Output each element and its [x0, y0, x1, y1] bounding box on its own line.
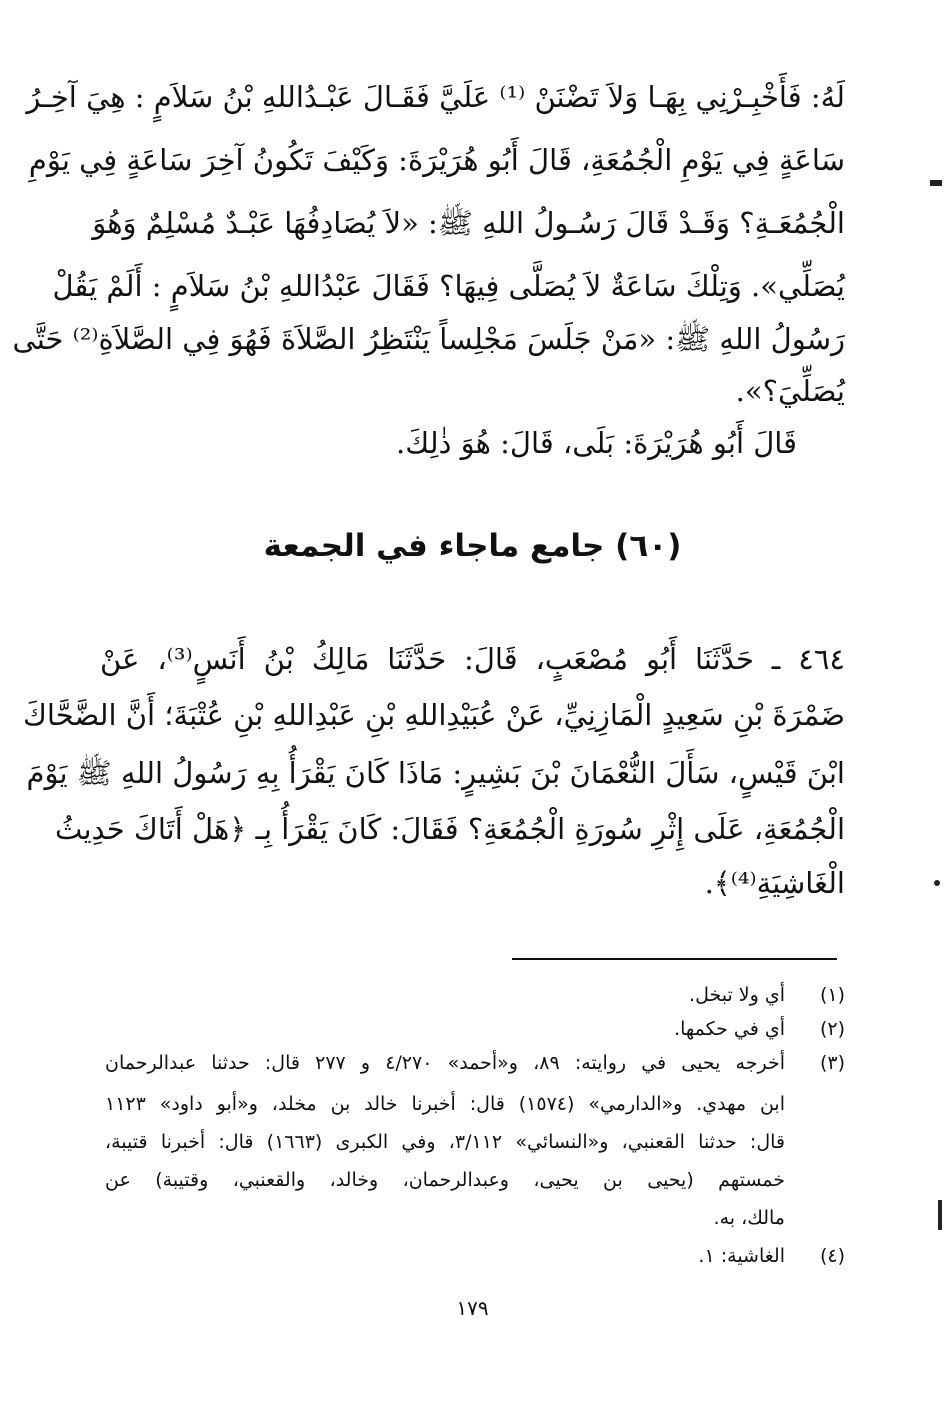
body-text-line: رَسُولُ اللهِ ﷺ: «مَنْ جَلَسَ مَجْلِساً يَنْتَظِرُ الصَّلاَةَ فَهُوَ فِي الصَّلاَةِ⁽²⁾ حَتَّى — [12, 322, 845, 356]
body-text-line: يُصَلِّي». وَتِلْكَ سَاعَةٌ لاَ يُصَلَّى فِيهَا؟ فَقَالَ عَبْدُاللهِ بْنُ سَلاَمٍ : أَلَمْ يَقُلْ — [52, 269, 845, 303]
footnote-number: (٤) — [819, 1245, 845, 1267]
body-text-line: قَالَ أَبُو هُرَيْرَةَ: بَلَى، قَالَ: هُوَ ذٰلِكَ. — [396, 426, 797, 460]
scan-mark — [934, 880, 940, 886]
section-heading: (٦٠) جامع ماجاء في الجمعة — [263, 528, 682, 564]
footnote-text: أي ولا تبخل. — [689, 984, 785, 1006]
hadith-text-line: الْغَاشِيَةِ⁽⁴⁾﴾. — [704, 866, 845, 900]
footnote-number: (٢) — [819, 1018, 845, 1040]
footnote-text: قال: حدثنا القعنبي، و«النسائي» ٣/١١٢، وفي الكبرى (١٦٦٣) قال: أخبرنا قتيبة، — [105, 1131, 785, 1153]
footnote-text: مالك، به. — [713, 1207, 785, 1229]
body-text-line: سَاعَةٍ فِي يَوْمِ الْجُمُعَةِ، قَالَ أَبُو هُرَيْرَةَ: وَكَيْفَ تَكُونُ آخِرَ سَاعَةٍ فِي يَوْمِ — [28, 143, 845, 177]
footnote-text: الغاشية: ١. — [698, 1245, 785, 1267]
hadith-text-line: الْجُمُعَةِ، عَلَى إِثْرِ سُورَةِ الْجُمُعَةِ؟ فَقَالَ: كَانَ يَقْرَأُ بِـ ﴿هَلْ أَتَاكَ حَدِيثُ — [55, 812, 845, 846]
hadith-text-line: ابْنَ قَيْسٍ، سَأَلَ النُّعْمَانَ بْنَ بَشِيرٍ: مَاذَا كَانَ يَقْرَأُ بِهِ رَسُولُ اللهِ ﷺ يَوْمَ — [26, 756, 845, 790]
hadith-text-line: ضَمْرَةَ بْنِ سَعِيدٍ الْمَازِنِيِّ، عَنْ عُبَيْدِاللهِ بْنِ عَبْدِاللهِ بْنِ عُتْبَةَ؛ أَنَّ الضَّحَّاكَ — [23, 698, 845, 732]
body-text-line: يُصَلِّيَ؟». — [735, 374, 845, 408]
scan-mark — [930, 180, 942, 186]
footnote-number: (٣) — [819, 1052, 845, 1074]
footnote-text: أخرجه يحيى في روايته: ٨٩، و«أحمد» ٤/٢٧٠ و ٢٧٧ قال: حدثنا عبدالرحمان — [105, 1052, 785, 1074]
scan-mark — [938, 1200, 942, 1230]
hadith-text-line: ٤٦٤ ـ حَدَّثَنَا أَبُو مُصْعَبٍ، قَالَ: حَدَّثَنَا مَالِكُ بْنُ أَنَسٍ⁽³⁾، عَنْ — [100, 642, 845, 676]
footnote-text: ابن مهدي. و«الدارمي» (١٥٧٤) قال: أخبرنا خالد بن مخلد، و«أبو داود» ١١٢٣ — [105, 1093, 785, 1115]
body-text-line: الْجُمُعَـةِ؟ وَقَـدْ قَالَ رَسُـولُ اللهِ ﷺ: «لاَ يُصَادِفُهَا عَبْـدٌ مُسْلِمٌ وَهُوَ — [92, 206, 845, 240]
footnote-text: خمستهم (يحيى بن يحيى، وعبدالرحمان، وخالد، والقعنبي، وقتيبة) عن — [105, 1169, 785, 1191]
body-text-line: لَهُ: فَأَخْبِـرْنِي بِهَـا وَلاَ تَضْنَنْ ⁽¹⁾ عَلَيَّ فَقَـالَ عَبْـدُاللهِ بْنُ سَلاَمٍ : هِيَ آخِـرُ — [26, 80, 845, 114]
footnote-number: (١) — [819, 984, 845, 1006]
page-number: ١٧٩ — [456, 1296, 489, 1320]
footnote-text: أي في حكمها. — [674, 1018, 785, 1040]
footnote-separator — [512, 958, 837, 960]
